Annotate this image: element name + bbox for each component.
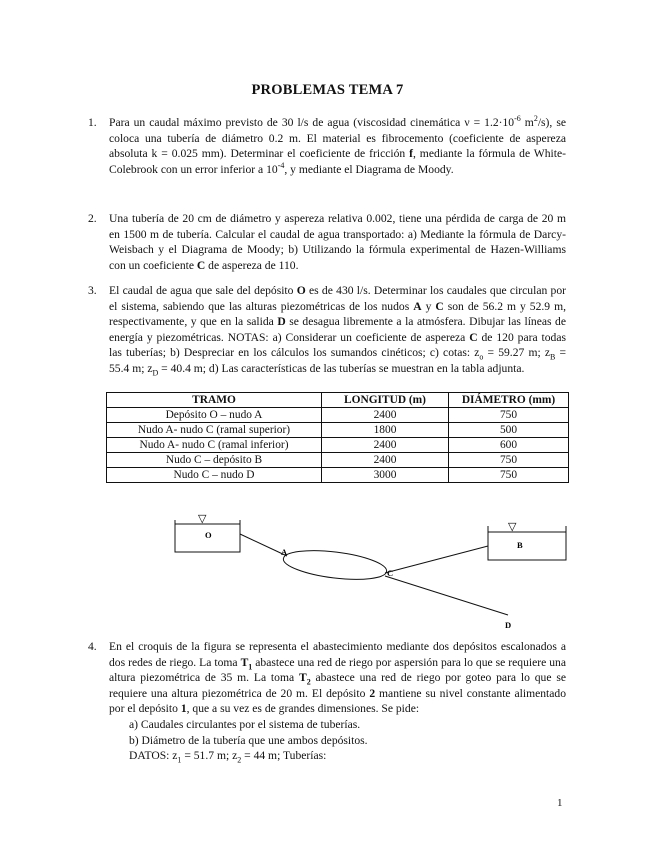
table-cell: 500 bbox=[449, 423, 569, 438]
water-symbol-o: ▽ bbox=[198, 512, 207, 525]
table-cell: Nudo C – nudo D bbox=[107, 468, 322, 483]
problem-text: El caudal de agua que sale del depósito O es de 430 l/s. Determinar los caudales que circulan por el sistema, sabiendo que las alturas piezométricas de los nudos A y C son de 56.2 m y 52.9 m, respectivamente, y que en la salida D se desagua libremente a la atmósfera. Dibujar las líneas de energía y piezométricas. NOTAS: a) Considerar un coeficiente de aspereza C de 120 para todas las tuberías; b) Despreciar en los cálculos los sumandos cinéticos; c) cotas: $z_o = 59.27$ m; $z_B = 55.4$ m; $z_D = 40.4$ m; d) Las características de las tuberías se muestran en la tabla adjunta. bbox=[109, 284, 567, 378]
water-symbol-b: ▽ bbox=[508, 520, 517, 533]
table-cell: 600 bbox=[449, 438, 569, 453]
table-cell: Nudo C – depósito B bbox=[107, 453, 322, 468]
table-cell: Depósito O – nudo A bbox=[107, 408, 322, 423]
pipe-o-a bbox=[240, 534, 287, 556]
table-cell: Nudo A- nudo C (ramal superior) bbox=[107, 423, 322, 438]
table-cell: 750 bbox=[449, 408, 569, 423]
column-header: TRAMO bbox=[107, 393, 322, 408]
table-cell: 750 bbox=[449, 468, 569, 483]
sub-item-a: a) Caudales circulantes por el sistema de tuberías. bbox=[129, 717, 361, 731]
problem-text: Para un caudal máximo previsto de 30 l/s de agua (viscosidad cinemática $\nu = 1.2\cdot 10^{-6}$ $m^2/s$), se coloca una tubería de diámetro 0.2 m. El material es fibrocemento (coeficiente de aspereza absoluta k = 0.025 mm). Determinar el coeficiente de fricción f, mediante la fórmula de White-Colebrook con un error inferior a $10^{-4}$, y mediante el Diagrama de Moody. bbox=[109, 114, 566, 176]
table-cell: 2400 bbox=[322, 408, 449, 423]
table-cell: 1800 bbox=[322, 423, 449, 438]
label-d: D bbox=[505, 620, 512, 630]
label-b: B bbox=[517, 540, 523, 550]
column-header: LONGITUD (m) bbox=[322, 393, 449, 408]
problem-4 bbox=[88, 639, 566, 764]
label-o: O bbox=[205, 530, 212, 540]
table-cell: 750 bbox=[449, 453, 569, 468]
table-cell: 3000 bbox=[322, 468, 449, 483]
column-header: DIÁMETRO (mm) bbox=[449, 393, 569, 408]
table-cell: 2400 bbox=[322, 438, 449, 453]
problem-text: Una tubería de 20 cm de diámetro y aspereza relativa 0.002, tiene una pérdida de carga de 20 m en 1500 m de tubería. Calcular el caudal de agua transportado: a) Mediante la fórmula de Darcy-Weisbach y el Diagrama de Moody; b) Utilizando la fórmula experimental de Hazen-Williams con un coeficiente C de aspereza de 110. bbox=[109, 212, 566, 272]
table-cell: 2400 bbox=[322, 453, 449, 468]
data-line: DATOS: $z_1 = 51.7$ m; $z_2 = 44$ m; Tuberías: bbox=[129, 749, 327, 765]
sub-items bbox=[129, 717, 566, 748]
pipe-c-b bbox=[385, 546, 488, 573]
problem-number: 1. bbox=[88, 116, 97, 129]
pipe-c-d bbox=[385, 576, 508, 615]
loop-a-c bbox=[282, 546, 388, 584]
label-a: A bbox=[281, 547, 288, 557]
sub-item-b: b) Diámetro de la tubería que une ambos depósitos. bbox=[129, 733, 368, 747]
problem-number: 4. bbox=[88, 640, 97, 653]
page-number: 1 bbox=[557, 797, 563, 809]
problem-number: 3. bbox=[88, 284, 97, 297]
problem-number: 2. bbox=[88, 212, 97, 225]
problem-text: En el croquis de la figura se representa el abastecimiento mediante dos depósitos escalonados a dos redes de riego. La toma $T_1$ abastece una red de riego por aspersión para lo que se requiere una altura piezométrica de 35 m. La toma $T_2$ abastece una red de riego por goteo para lo que se requiere una altura piezométrica de 20 m. El depósito 2 mantiene su nivel constante alimentado por el depósito 1, que a su vez es de grandes dimensiones. Se pide: bbox=[109, 640, 566, 716]
label-c: C bbox=[387, 568, 394, 578]
table-cell: Nudo A- nudo C (ramal inferior) bbox=[107, 438, 322, 453]
reservoir-b bbox=[488, 526, 566, 560]
page-title: PROBLEMAS TEMA 7 bbox=[251, 82, 404, 98]
